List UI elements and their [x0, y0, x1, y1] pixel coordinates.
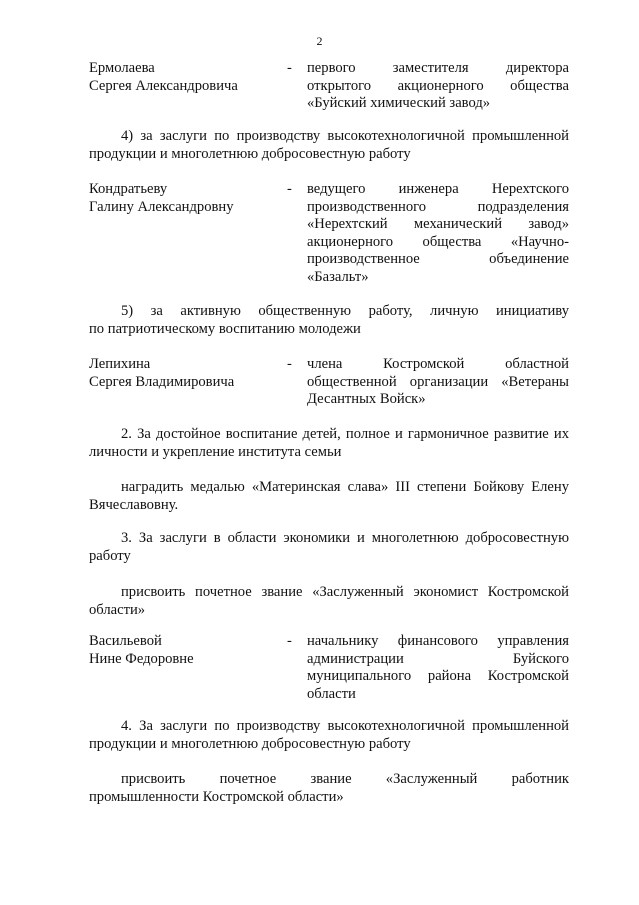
award-paragraph: [89, 584, 569, 619]
award-paragraph: [89, 303, 569, 338]
award-paragraph: [89, 426, 569, 461]
paragraph-line: промышленности Костромской области»: [89, 788, 344, 805]
position-line: члена Костромской областной: [307, 356, 569, 372]
recipient-given-names: Сергея Владимировича: [89, 373, 235, 390]
recipient-given-names: Сергея Александровича: [89, 77, 238, 94]
position-line: «Буйский химический завод»: [307, 95, 491, 111]
paragraph-line: 4. За заслуги по производству высокотехнологичной промышленной: [121, 718, 569, 734]
paragraph-line: по патриотическому воспитанию молодежи: [89, 320, 361, 337]
paragraph-line: 5) за активную общественную работу, личную инициативу: [121, 303, 569, 319]
entry-dash: -: [287, 60, 292, 76]
paragraph-line: личности и укрепление института семьи: [89, 443, 342, 460]
recipient-name: [89, 181, 279, 216]
recipient-surname: Васильевой: [89, 633, 162, 649]
recipient-position: [307, 60, 569, 113]
paragraph-line: продукции и многолетнюю добросовестную работу: [89, 145, 411, 162]
position-line: акционерного общества «Научно-: [307, 233, 569, 250]
paragraph-line: присвоить почетное звание «Заслуженный работник: [121, 771, 569, 787]
recipient-position: [307, 356, 569, 409]
position-line: ведущего инженера Нерехтского: [307, 181, 569, 197]
award-paragraph: [89, 479, 569, 514]
position-line: начальнику финансового управления: [307, 633, 569, 649]
recipient-position: [307, 633, 569, 703]
paragraph-line: 2. За достойное воспитание детей, полное и гармоничное развитие их: [121, 426, 569, 442]
entry-dash: -: [287, 356, 292, 372]
recipient-surname: Кондратьеву: [89, 181, 168, 197]
paragraph-line: продукции и многолетнюю добросовестную работу: [89, 735, 411, 752]
position-line: Десантных Войск»: [307, 391, 426, 407]
award-paragraph: [89, 530, 569, 565]
position-line: производственное объединение: [307, 251, 569, 267]
position-line: «Базальт»: [307, 268, 369, 285]
paragraph-line: области»: [89, 601, 146, 618]
position-line: администрации Буйского: [307, 650, 569, 667]
paragraph-line: наградить медалью «Материнская слава» III степени Бойкову Елену: [121, 479, 569, 495]
recipient-given-names: Галину Александровну: [89, 198, 234, 215]
position-line: муниципального района Костромской: [307, 668, 569, 684]
recipient-name: [89, 356, 279, 391]
entry-dash: -: [287, 633, 292, 649]
recipient-surname: Ермолаева: [89, 60, 155, 76]
award-paragraph: [89, 128, 569, 163]
paragraph-line: присвоить почетное звание «Заслуженный экономист Костромской: [121, 584, 569, 600]
paragraph-line: 4) за заслуги по производству высокотехнологичной промышленной: [121, 128, 569, 144]
award-paragraph: [89, 718, 569, 753]
paragraph-line: Вячеславовну.: [89, 496, 179, 513]
recipient-given-names: Нине Федоровне: [89, 650, 194, 667]
position-line: «Нерехтский механический завод»: [307, 216, 569, 232]
recipient-name: [89, 60, 279, 95]
position-line: открытого акционерного общества: [307, 77, 569, 94]
recipient-name: [89, 633, 279, 668]
entry-dash: -: [287, 181, 292, 197]
position-line: области: [307, 685, 356, 702]
recipient-position: [307, 181, 569, 286]
position-line: производственного подразделения: [307, 198, 569, 215]
position-line: общественной организации «Ветераны: [307, 373, 569, 390]
recipient-surname: Лепихина: [89, 356, 151, 372]
paragraph-line: 3. За заслуги в области экономики и многолетнюю добросовестную: [121, 530, 569, 546]
award-paragraph: [89, 771, 569, 806]
position-line: первого заместителя директора: [307, 60, 569, 76]
paragraph-line: работу: [89, 547, 131, 564]
page-number: 2: [316, 34, 323, 48]
